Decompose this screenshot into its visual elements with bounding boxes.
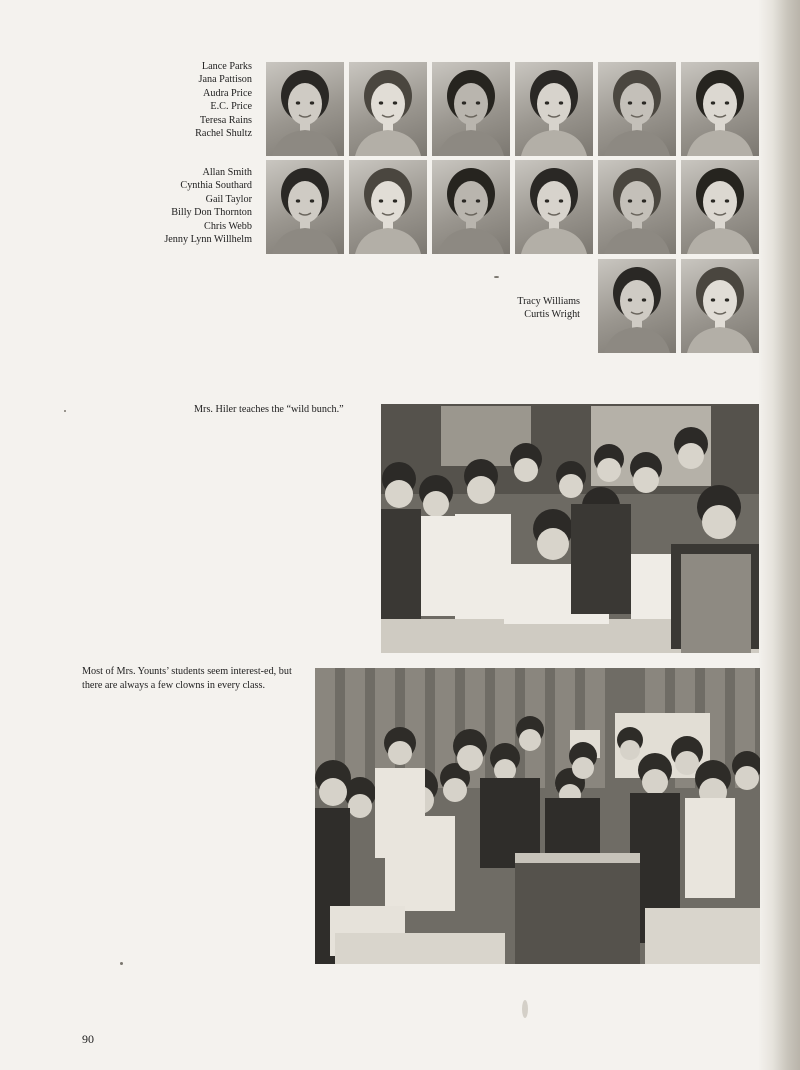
student-portrait [681,160,759,254]
student-name: Rachel Shultz [195,128,252,140]
student-portrait [681,259,759,353]
student-name: Gail Taylor [205,193,252,205]
student-portrait [598,259,676,353]
roster-names-row-2 [164,166,252,246]
dust-speck [522,1000,528,1018]
student-portrait [598,160,676,254]
student-name: Allan Smith [202,167,252,178]
page-binding-shadow [758,0,800,1070]
student-portrait [349,62,427,156]
student-name: Cynthia Southard [180,180,252,192]
dust-speck [494,276,499,278]
student-name: Audra Price [203,87,252,99]
photo-caption-hiler: Mrs. Hiler teaches the “wild bunch.” [194,404,344,415]
student-portrait [598,62,676,156]
student-name: Jana Pattison [198,74,252,86]
dust-speck [120,962,123,965]
student-portrait [349,160,427,254]
student-portrait [432,160,510,254]
student-name: Billy Don Thornton [171,207,252,219]
student-name: Chris Webb [204,220,252,232]
page-number: 90 [82,1032,94,1046]
class-photo-hiler [381,404,759,653]
student-name: Tracy Williams [517,296,580,307]
student-portrait [515,160,593,254]
student-name: Jenny Lynn Willhelm [164,234,252,246]
student-name: Lance Parks [201,61,252,72]
roster-names-row-3 [517,295,580,322]
student-portrait [266,62,344,156]
photo-caption-younts: Most of Mrs. Younts’ students seem interest-ed, but there are always a few clowns in every class. [82,666,292,691]
dust-speck [64,410,66,412]
student-portrait [515,62,593,156]
class-photo-younts [315,668,760,964]
student-portrait [432,62,510,156]
student-name: E.C. Price [210,101,252,113]
student-portrait [681,62,759,156]
roster-names-row-1 [195,60,252,140]
student-name: Teresa Rains [199,114,252,126]
student-name: Curtis Wright [524,309,580,321]
student-portrait [266,160,344,254]
